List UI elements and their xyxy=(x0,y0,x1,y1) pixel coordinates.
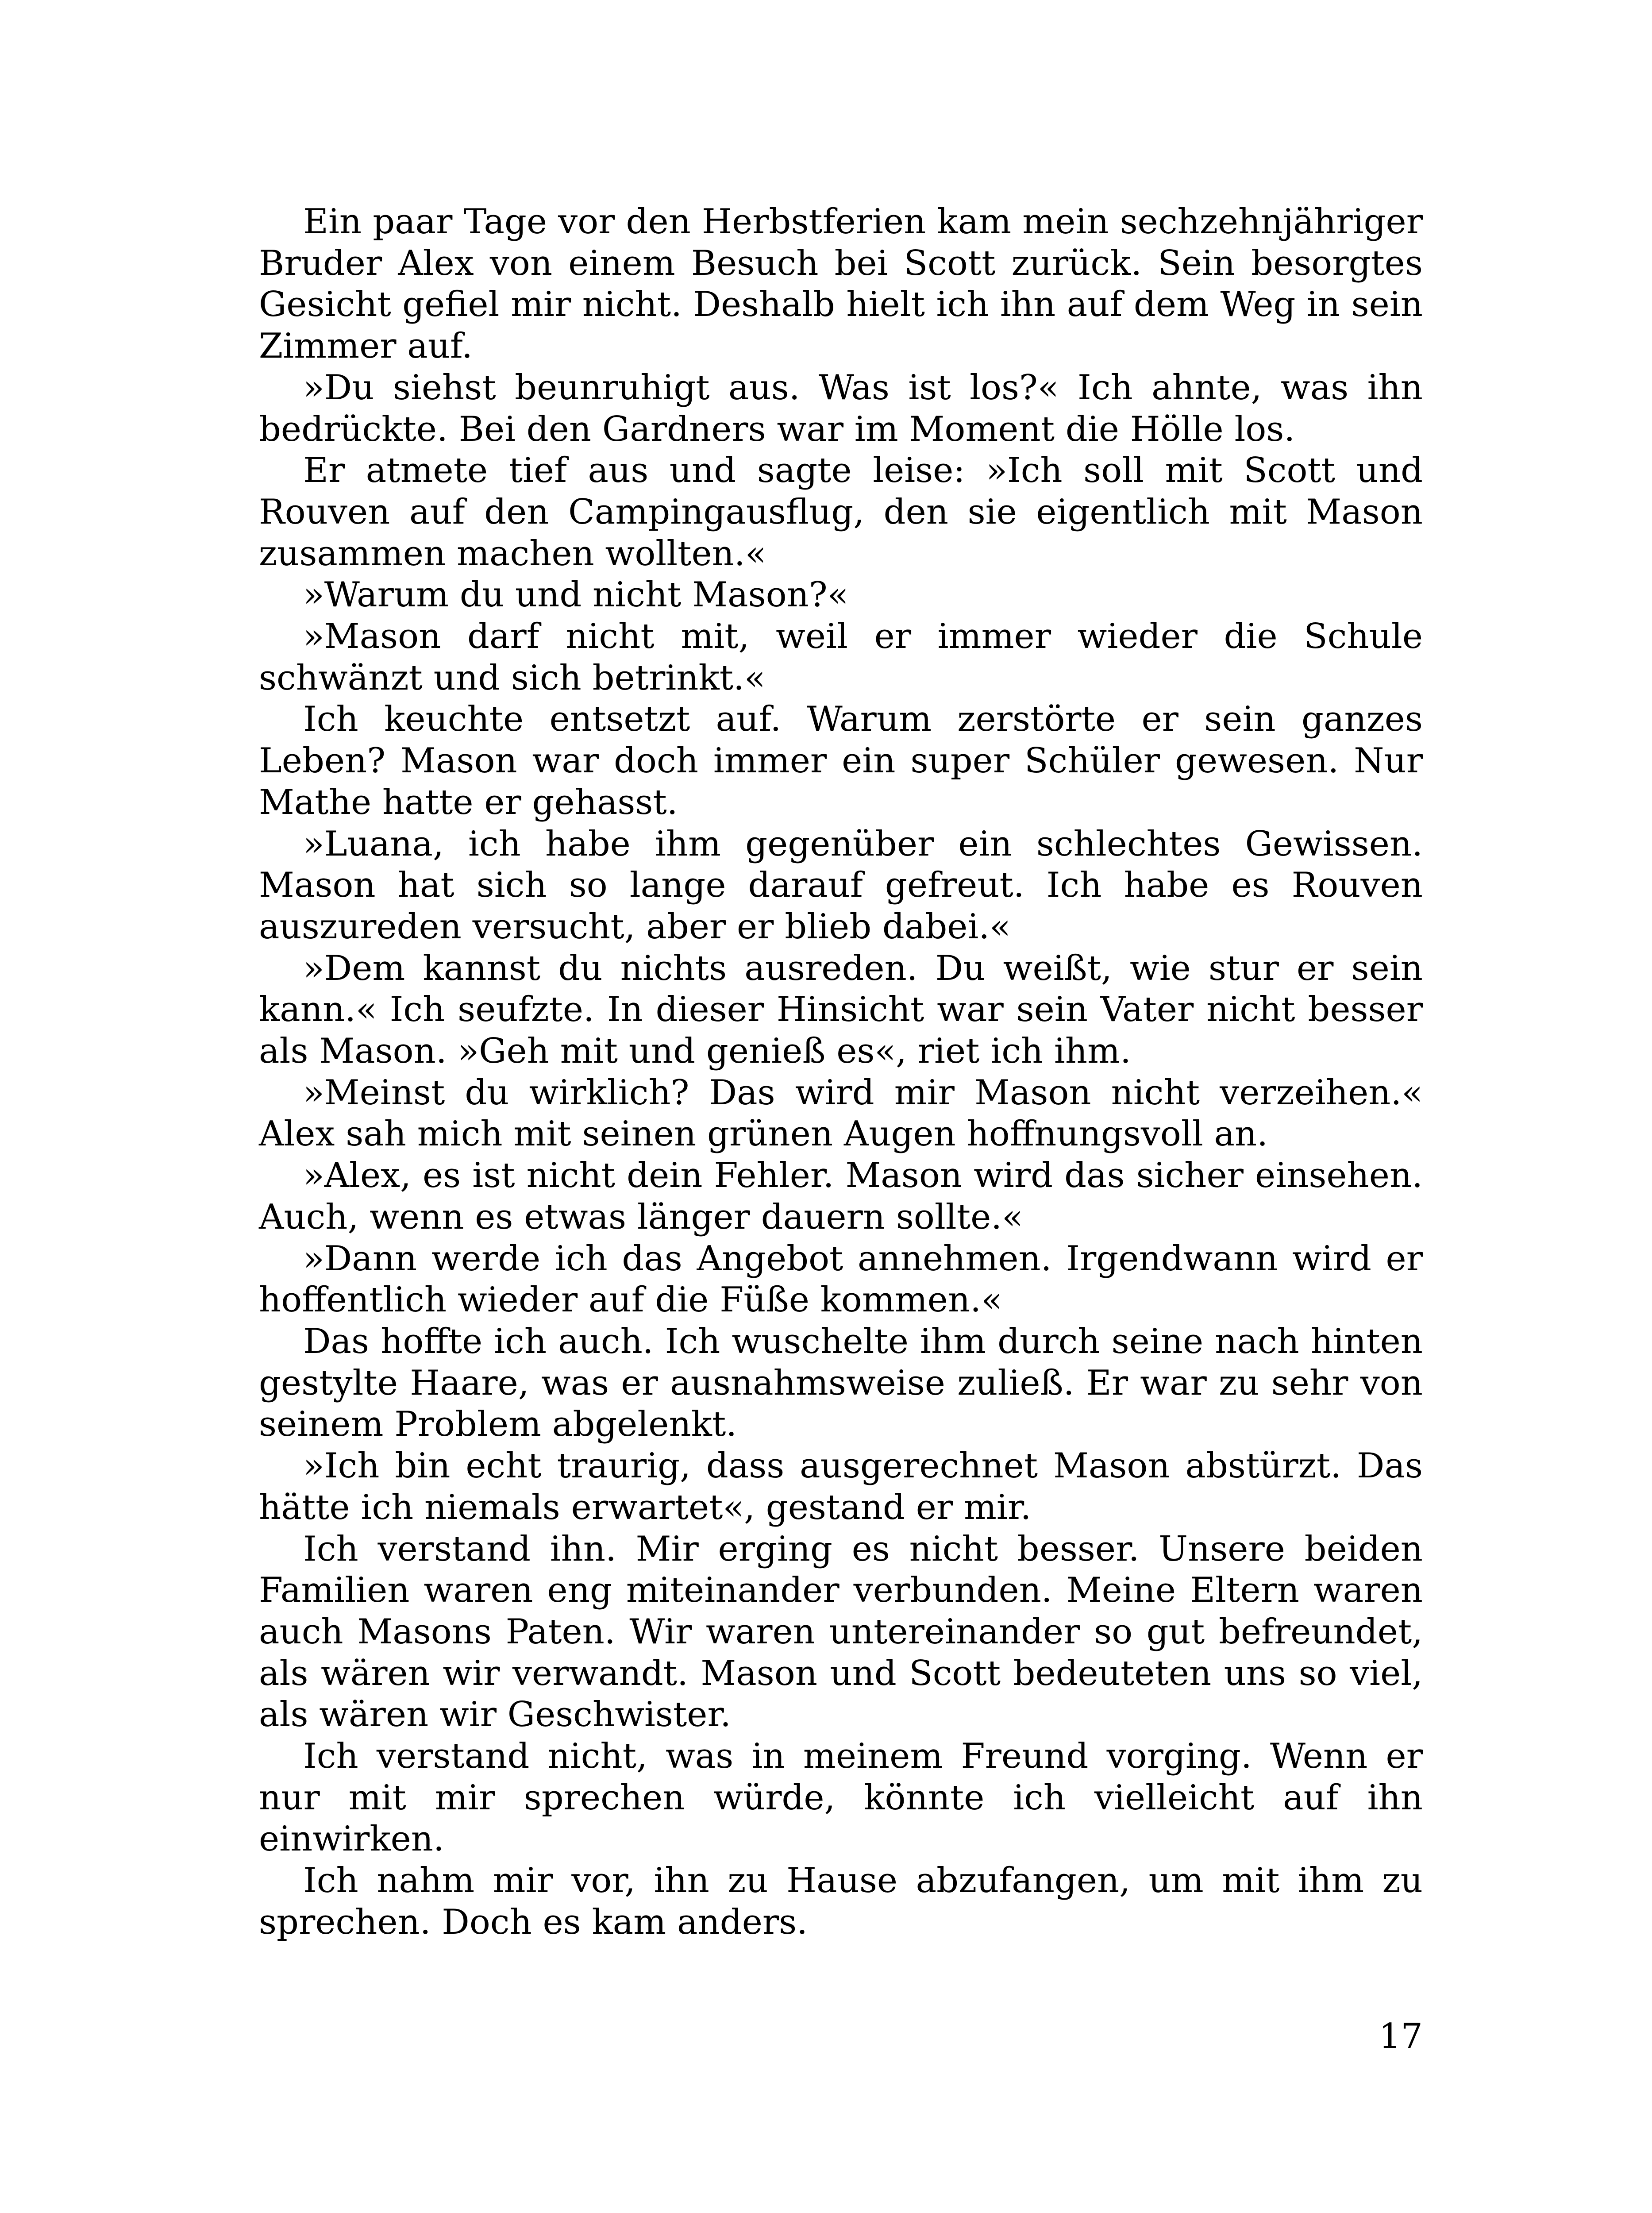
paragraph: »Ich bin echt traurig, dass ausgerechnet Mason abstürzt. Das hätte ich niemals erwartet«, gestand er mir. xyxy=(259,1446,1423,1527)
paragraph: »Alex, es ist nicht dein Fehler. Mason wird das sicher einsehen. Auch, wenn es etwas länger dauern sollte.« xyxy=(259,1156,1423,1237)
body-text xyxy=(259,201,1423,1943)
paragraph: Das hoffte ich auch. Ich wuschelte ihm durch seine nach hinten gestylte Haare, was er ausnahmsweise zuließ. Er war zu sehr von seinem Problem abgelenkt. xyxy=(259,1321,1423,1445)
paragraph: Ich verstand ihn. Mir erging es nicht besser. Unsere beiden Familien waren eng miteinander verbunden. Meine Eltern waren auch Masons Paten. Wir waren untereinander so gut befreundet, als wären wir verwandt. Mason und Scott bedeuteten uns so viel, als wären wir Geschwister. xyxy=(259,1529,1423,1735)
paragraph: »Warum du und nicht Mason?« xyxy=(303,575,849,615)
paragraph: »Meinst du wirklich? Das wird mir Mason nicht verzeihen.« Alex sah mich mit seinen grünen Augen hoffnungsvoll an. xyxy=(259,1072,1423,1154)
paragraph: Ich nahm mir vor, ihn zu Hause abzufangen, um mit ihm zu sprechen. Doch es kam anders. xyxy=(259,1861,1423,1942)
paragraph: »Luana, ich habe ihm gegenüber ein schlechtes Gewissen. Mason hat sich so lange darauf gefreut. Ich habe es Rouven auszureden versucht, aber er blieb dabei.« xyxy=(259,824,1423,947)
paragraph: Er atmete tief aus und sagte leise: »Ich soll mit Scott und Rouven auf den Campingausflug, den sie eigentlich mit Mason zusammen machen wollten.« xyxy=(259,451,1423,574)
paragraph: »Mason darf nicht mit, weil er immer wieder die Schule schwänzt und sich betrinkt.« xyxy=(259,617,1423,698)
paragraph: »Dem kannst du nichts ausreden. Du weißt, wie stur er sein kann.« Ich seufzte. In dieser Hinsicht war sein Vater nicht besser als Mason. »Geh mit und genieß es«, riet ich ihm. xyxy=(259,948,1423,1072)
paragraph: Ich keuchte entsetzt auf. Warum zerstörte er sein ganzes Leben? Mason war doch immer ein super Schüler gewesen. Nur Mathe hatte er gehasst. xyxy=(259,699,1423,822)
paragraph: Ein paar Tage vor den Herbstferien kam mein sechzehnjähriger Bruder Alex von einem Besuch bei Scott zurück. Sein besorgtes Gesicht gefiel mir nicht. Deshalb hielt ich ihn auf dem Weg in sein Zimmer auf. xyxy=(259,202,1423,366)
paragraph: Ich verstand nicht, was in meinem Freund vorging. Wenn er nur mit mir sprechen würde, könnte ich vielleicht auf ihn einwirken. xyxy=(259,1736,1423,1859)
paragraph: »Du siehst beunruhigt aus. Was ist los?« Ich ahnte, was ihn bedrückte. Bei den Gardners war im Moment die Hölle los. xyxy=(259,367,1423,449)
page-number: 17 xyxy=(1379,2016,1423,2056)
paragraph: »Dann werde ich das Angebot annehmen. Irgendwann wird er hoffentlich wieder auf die Füße kommen.« xyxy=(259,1238,1423,1320)
